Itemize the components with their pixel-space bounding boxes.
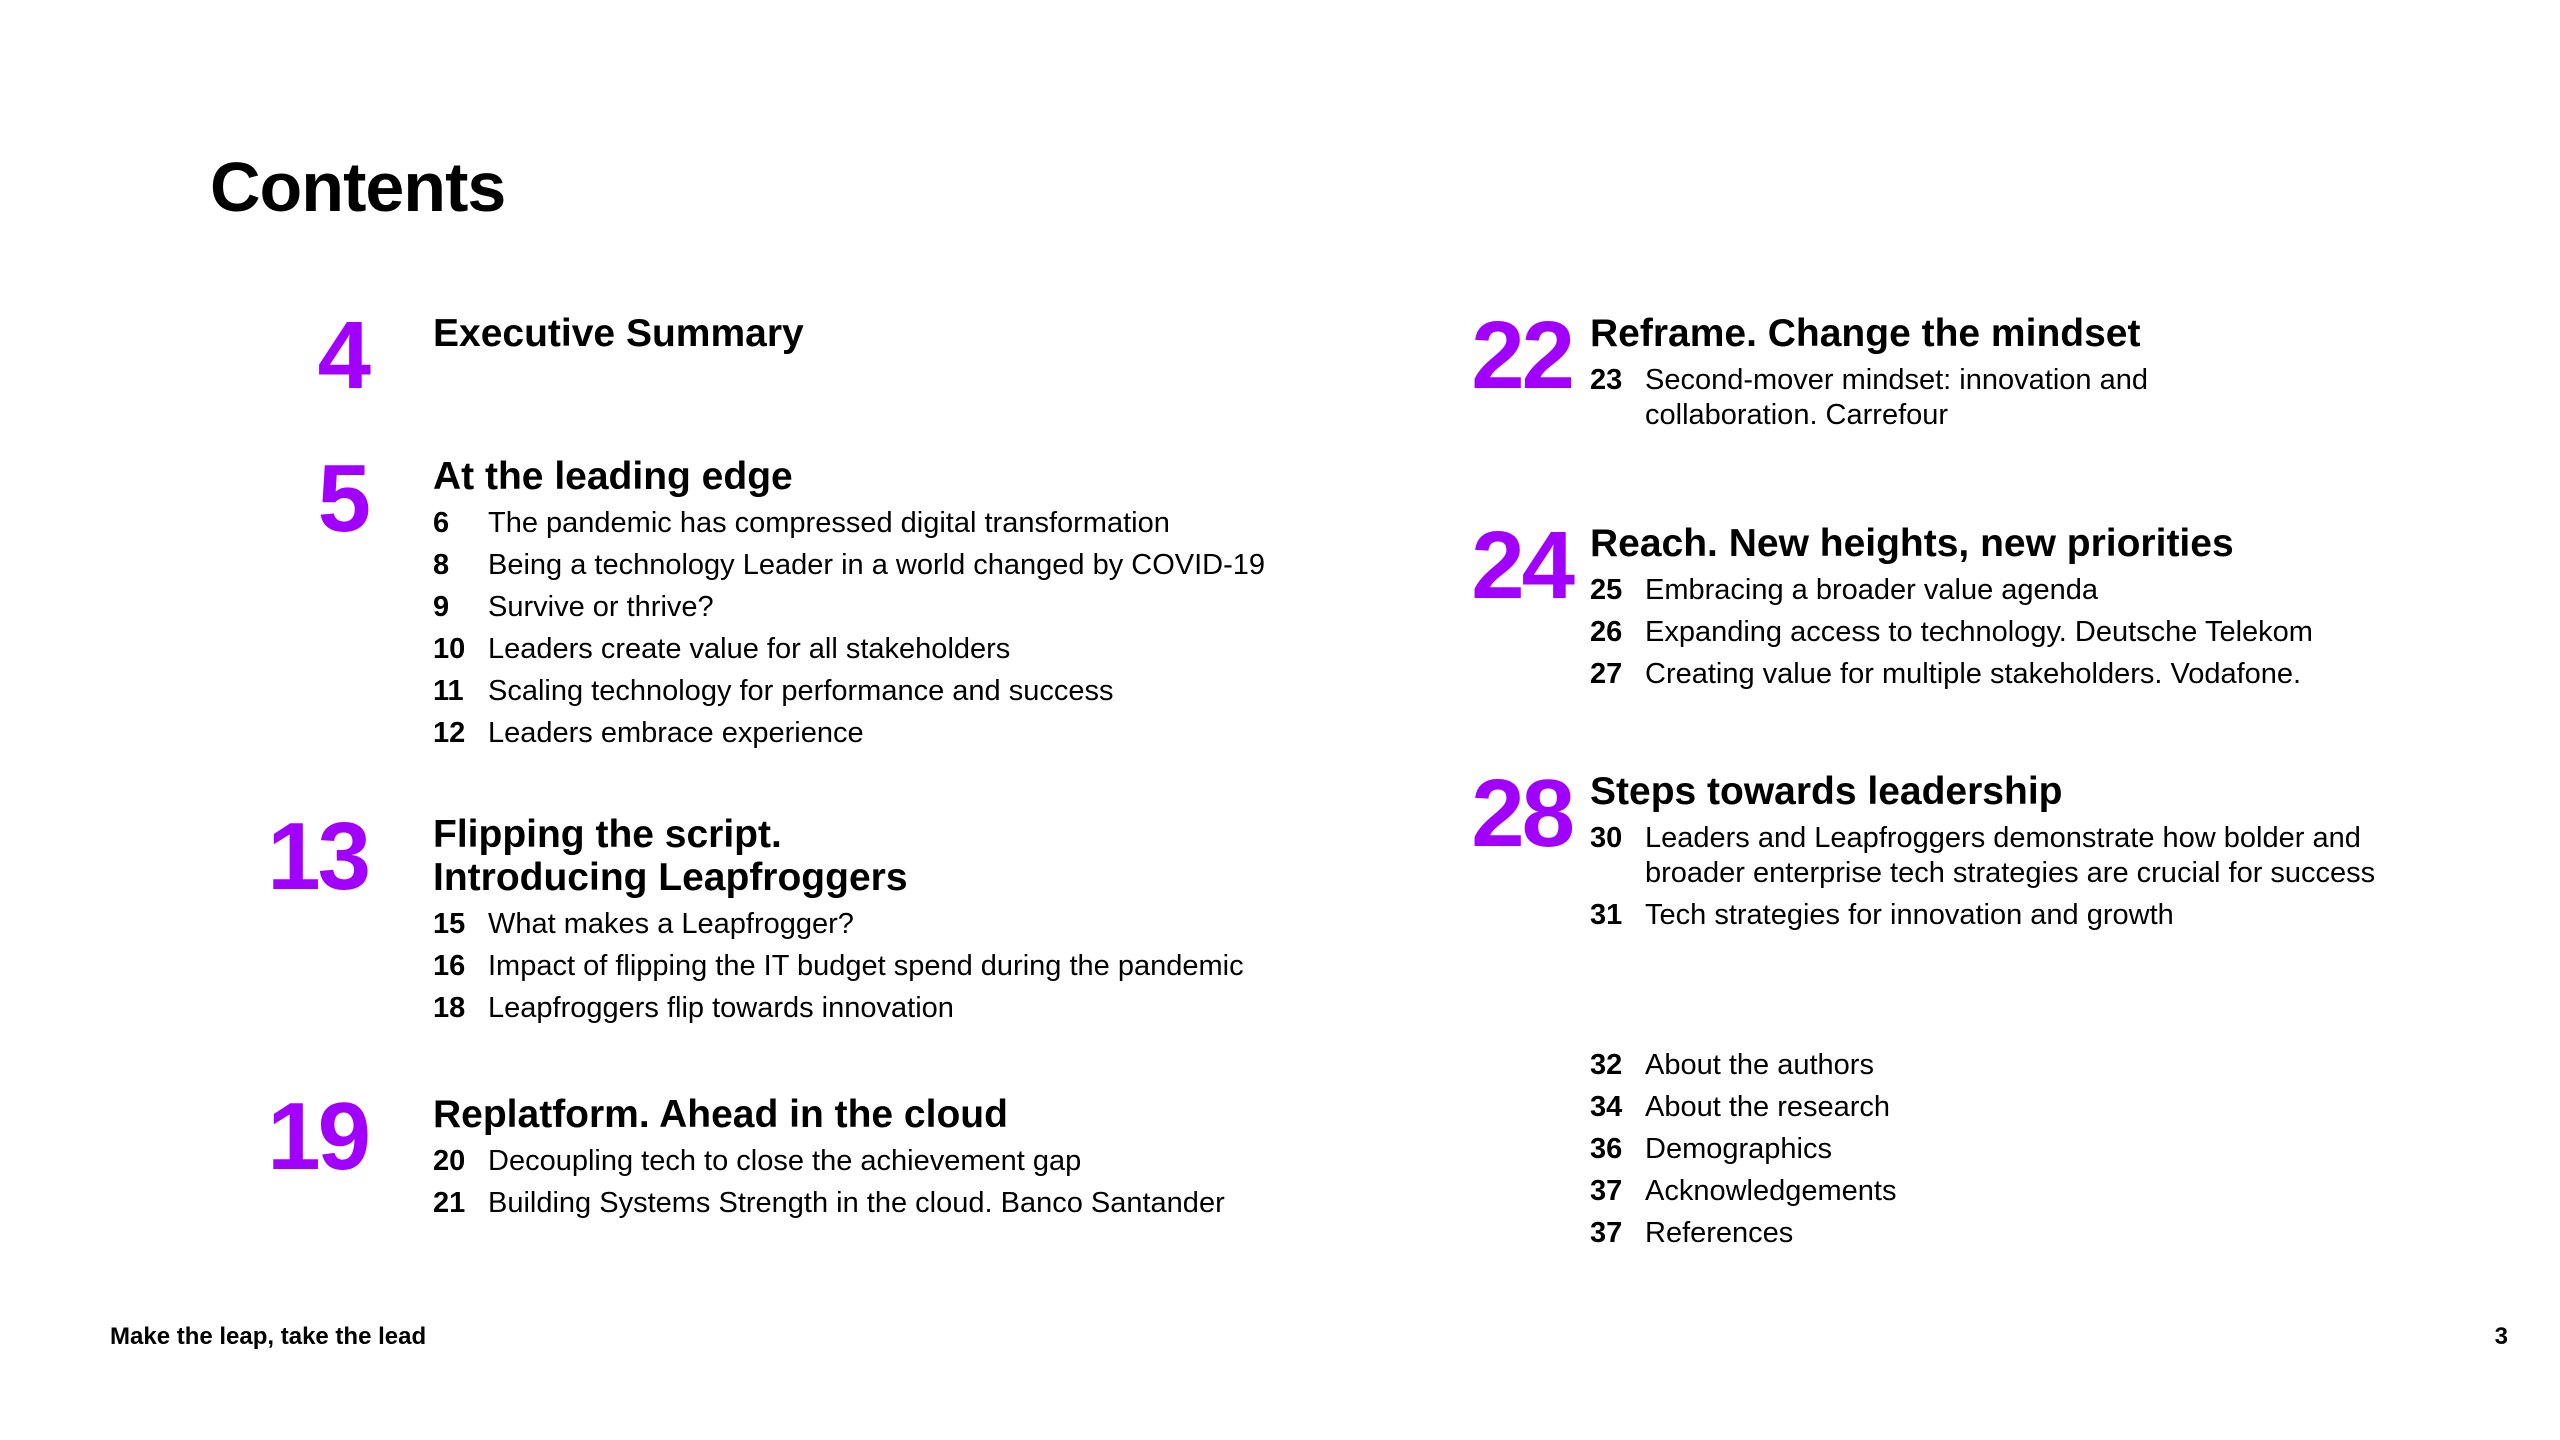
- item-text: [1645, 821, 2375, 891]
- item-text: Scaling technology for performance and success: [488, 675, 1114, 707]
- item-page-number: 18: [433, 992, 466, 1024]
- section-title[interactable]: Replatform. Ahead in the cloud: [433, 1093, 1008, 1136]
- item-list: [433, 506, 1265, 751]
- list-item[interactable]: [1590, 898, 2375, 933]
- item-page-number: 25: [1590, 574, 1623, 606]
- item-page-number: 37: [1590, 1217, 1623, 1249]
- item-text: References: [1645, 1217, 1794, 1249]
- list-item[interactable]: [1590, 821, 2375, 891]
- section-title[interactable]: Reframe. Change the mindset: [1590, 312, 2141, 355]
- item-text: Demographics: [1645, 1133, 1832, 1165]
- list-item[interactable]: [433, 991, 1244, 1026]
- section-body: [433, 813, 1244, 1033]
- item-text: Acknowledgements: [1645, 1175, 1897, 1207]
- item-list: [433, 1144, 1225, 1221]
- section-title[interactable]: Reach. New heights, new priorities: [1590, 522, 2234, 565]
- section-number: 13: [267, 803, 368, 910]
- item-text-line: broader enterprise tech strategies are crucial for success: [1645, 857, 2376, 889]
- section-body: [433, 312, 804, 363]
- item-text: Leaders embrace experience: [488, 717, 864, 749]
- item-text: Creating value for multiple stakeholders. Vodafone.: [1645, 658, 2302, 690]
- list-item[interactable]: [433, 1144, 1225, 1179]
- item-page-number: 23: [1590, 364, 1623, 396]
- item-text: About the authors: [1645, 1049, 1874, 1081]
- item-text: Survive or thrive?: [488, 591, 714, 623]
- section-title[interactable]: At the leading edge: [433, 455, 793, 498]
- section-title[interactable]: Steps towards leadership: [1590, 770, 2063, 813]
- footer-page-number: 3: [2494, 1323, 2508, 1350]
- extras-list: [1590, 1048, 1896, 1251]
- section-number: 5: [317, 445, 368, 552]
- item-text: Embracing a broader value agenda: [1645, 574, 2099, 606]
- list-item[interactable]: [433, 907, 1244, 942]
- list-item[interactable]: [433, 949, 1244, 984]
- item-text: Leapfroggers flip towards innovation: [488, 992, 954, 1024]
- section-title-line: Flipping the script.: [433, 813, 782, 856]
- item-page-number: 8: [433, 549, 450, 581]
- list-item[interactable]: [433, 632, 1265, 667]
- list-item[interactable]: [1590, 363, 2148, 433]
- item-page-number: 15: [433, 908, 466, 940]
- list-item[interactable]: [1590, 1132, 1896, 1167]
- item-page-number: 16: [433, 950, 466, 982]
- item-page-number: 21: [433, 1187, 466, 1219]
- item-text: What makes a Leapfrogger?: [488, 908, 854, 940]
- section-number: 22: [1471, 302, 1572, 409]
- list-item[interactable]: [433, 548, 1265, 583]
- item-text-line: Second-mover mindset: innovation and: [1645, 364, 2148, 396]
- list-item[interactable]: [1590, 1216, 1896, 1251]
- section-number: 24: [1471, 512, 1572, 619]
- item-page-number: 20: [433, 1145, 466, 1177]
- item-list: [1590, 573, 2313, 692]
- list-item[interactable]: [433, 1186, 1225, 1221]
- list-item[interactable]: [1590, 1048, 1896, 1083]
- item-page-number: 11: [433, 675, 464, 707]
- section-number: 4: [317, 302, 368, 409]
- list-item[interactable]: [1590, 1174, 1896, 1209]
- item-text: Leaders create value for all stakeholders: [488, 633, 1011, 665]
- page-title: Contents: [210, 148, 506, 226]
- item-page-number: 26: [1590, 616, 1623, 648]
- list-item[interactable]: [1590, 573, 2313, 608]
- item-text: Impact of flipping the IT budget spend during the pandemic: [488, 950, 1244, 982]
- item-page-number: 36: [1590, 1133, 1623, 1165]
- item-list: [433, 907, 1244, 1026]
- item-list: [1590, 363, 2148, 433]
- list-item[interactable]: [433, 506, 1265, 541]
- item-page-number: 27: [1590, 658, 1623, 690]
- item-text: Building Systems Strength in the cloud. Banco Santander: [488, 1187, 1225, 1219]
- section-title[interactable]: [433, 813, 1244, 899]
- item-page-number: 9: [433, 591, 450, 623]
- item-text: [1645, 363, 2148, 433]
- item-text: About the research: [1645, 1091, 1891, 1123]
- item-text-line: Leaders and Leapfroggers demonstrate how bolder and: [1645, 822, 2361, 854]
- item-text: The pandemic has compressed digital transformation: [488, 507, 1170, 539]
- item-page-number: 37: [1590, 1175, 1623, 1207]
- item-text: Decoupling tech to close the achievement gap: [488, 1145, 1082, 1177]
- item-page-number: 30: [1590, 822, 1623, 854]
- extras-section: [1590, 1048, 1896, 1258]
- list-item[interactable]: [1590, 657, 2313, 692]
- item-page-number: 10: [433, 633, 466, 665]
- item-page-number: 34: [1590, 1091, 1623, 1123]
- section-body: [1590, 312, 2148, 440]
- section-body: [1590, 522, 2313, 699]
- footer-tagline: Make the leap, take the lead: [110, 1323, 427, 1350]
- section-title-line: Introducing Leapfroggers: [433, 856, 908, 899]
- item-text: Expanding access to technology. Deutsche Telekom: [1645, 616, 2313, 648]
- list-item[interactable]: [1590, 1090, 1896, 1125]
- list-item[interactable]: [433, 716, 1265, 751]
- item-text: Being a technology Leader in a world changed by COVID-19: [488, 549, 1266, 581]
- item-page-number: 31: [1590, 899, 1623, 931]
- item-text-line: collaboration. Carrefour: [1645, 399, 1949, 431]
- item-page-number: 12: [433, 717, 466, 749]
- item-page-number: 32: [1590, 1049, 1623, 1081]
- list-item[interactable]: [433, 674, 1265, 709]
- section-body: [433, 1093, 1225, 1228]
- section-body: [433, 455, 1265, 758]
- list-item[interactable]: [433, 590, 1265, 625]
- section-number: 28: [1471, 760, 1572, 867]
- item-list: [1590, 821, 2375, 933]
- section-title[interactable]: Executive Summary: [433, 312, 804, 355]
- item-page-number: 6: [433, 507, 450, 539]
- section-body: [1590, 770, 2375, 940]
- list-item[interactable]: [1590, 615, 2313, 650]
- item-text: Tech strategies for innovation and growth: [1645, 899, 2174, 931]
- section-number: 19: [267, 1083, 368, 1190]
